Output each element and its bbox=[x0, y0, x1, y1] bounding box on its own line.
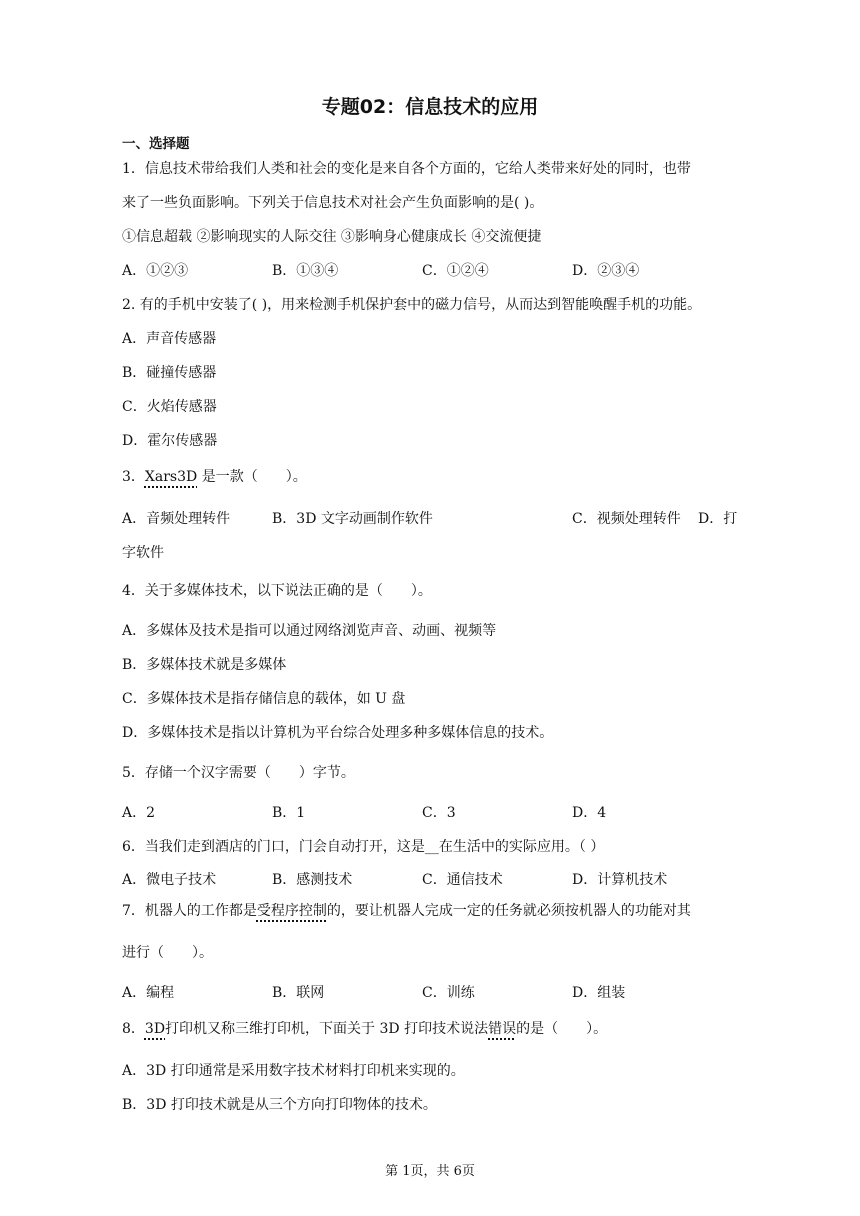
q7-option-c: C．训练 bbox=[422, 985, 475, 1001]
q5-option-c: C．3 bbox=[422, 805, 456, 821]
q2-option-b: B．碰撞传感器 bbox=[122, 365, 217, 381]
q3-number: 3． bbox=[122, 469, 145, 485]
q2-option-d: D．霍尔传感器 bbox=[122, 433, 218, 449]
q8-mid: 打印机又称三维打印机，下面关于 3D 打印技术说法 bbox=[165, 1021, 489, 1037]
q8-post: 的是（ ）。 bbox=[516, 1021, 608, 1037]
question-3-line-1 bbox=[122, 466, 307, 486]
q4-option-d: D．多媒体技术是指以计算机为平台综合处理多种多媒体信息的技术。 bbox=[122, 725, 554, 741]
q1-option-d: D．②③④ bbox=[572, 263, 640, 279]
q2-option-c: C．火焰传感器 bbox=[122, 399, 217, 415]
q1-option-b: B．①③④ bbox=[272, 263, 339, 279]
q7-emphasis: 受程序控制 bbox=[256, 903, 327, 919]
q8-option-b: B．3D 打印技术就是从三个方向打印物体的技术。 bbox=[122, 1097, 437, 1113]
q3-emphasis: Xars3D bbox=[144, 469, 198, 485]
q4-option-c: C．多媒体技术是指存储信息的载体，如 U 盘 bbox=[122, 691, 406, 707]
q4-option-b: B．多媒体技术就是多媒体 bbox=[122, 657, 287, 673]
q6-option-d: D．计算机技术 bbox=[572, 872, 668, 888]
q4-option-a: A．多媒体及技术是指可以通过网络浏览声音、动画、视频等 bbox=[122, 623, 497, 639]
question-1-items: ①信息超载 ②影响现实的人际交往 ③影响身心健康成长 ④交流便捷 bbox=[122, 229, 542, 245]
q1-option-c: C．①②④ bbox=[422, 263, 489, 279]
q6-option-b: B．感测技术 bbox=[272, 872, 353, 888]
q3-option-c: C．视频处理转件 bbox=[572, 511, 681, 527]
q3-rest: 是一款（ ）。 bbox=[197, 469, 307, 485]
q3-option-d: D．打 bbox=[698, 511, 738, 527]
q6-option-a: A．微电子技术 bbox=[122, 872, 217, 888]
q2-option-a: A．声音传感器 bbox=[122, 331, 217, 347]
q7-pre: 7．机器人的工作都是 bbox=[122, 903, 257, 919]
question-2-line-1: 2. 有的手机中安装了( )，用来检测手机保护套中的磁力信号，从而达到智能唤醒手机的功能。 bbox=[122, 297, 702, 313]
q6-option-c: C．通信技术 bbox=[422, 872, 503, 888]
page-title: 专题02：信息技术的应用 bbox=[321, 96, 539, 118]
q5-option-d: D．4 bbox=[572, 805, 607, 821]
question-7-line-2: 进行（ ）。 bbox=[122, 945, 213, 961]
question-6-line-1: 6．当我们走到酒店的门口，门会自动打开，这是__在生活中的实际应用。（ ） bbox=[122, 839, 605, 855]
q5-option-a: A．2 bbox=[122, 805, 156, 821]
q7-option-d: D．组装 bbox=[572, 985, 626, 1001]
q8-emphasis-2: 错误 bbox=[488, 1021, 517, 1037]
question-5-line-1: 5．存储一个汉字需要（ ）字节。 bbox=[122, 765, 355, 781]
question-4-line-1: 4．关于多媒体技术，以下说法正确的是（ ）。 bbox=[122, 583, 432, 599]
question-8-line-1 bbox=[122, 1018, 607, 1038]
q5-option-b: B．1 bbox=[272, 805, 306, 821]
q3-option-d-wrap: 字软件 bbox=[122, 545, 164, 561]
q3-option-a: A．音频处理转件 bbox=[122, 511, 231, 527]
q3-option-b: B．3D 文字动画制作软件 bbox=[272, 511, 433, 527]
question-1-line-1: 1．信息技术带给我们人类和社会的变化是来自各个方面的，它给人类带来好处的同时，也带 bbox=[122, 161, 691, 177]
q1-option-a: A．①②③ bbox=[122, 263, 189, 279]
q7-post: 的，要让机器人完成一定的任务就必须按机器人的功能对其 bbox=[326, 903, 691, 919]
q8-number: 8． bbox=[122, 1021, 145, 1037]
section-heading: 一、选择题 bbox=[122, 136, 190, 152]
page-footer: 第 1页，共 6页 bbox=[385, 1164, 475, 1179]
q8-option-a: A．3D 打印通常是采用数字技术材料打印机来实现的。 bbox=[122, 1063, 465, 1079]
question-7-line-1 bbox=[122, 900, 691, 920]
q7-option-b: B．联网 bbox=[272, 985, 325, 1001]
question-1-line-2: 来了一些负面影响。下列关于信息技术对社会产生负面影响的是( )。 bbox=[122, 195, 544, 211]
q8-emphasis-1: 3D bbox=[144, 1021, 166, 1037]
q7-option-a: A．编程 bbox=[122, 985, 175, 1001]
